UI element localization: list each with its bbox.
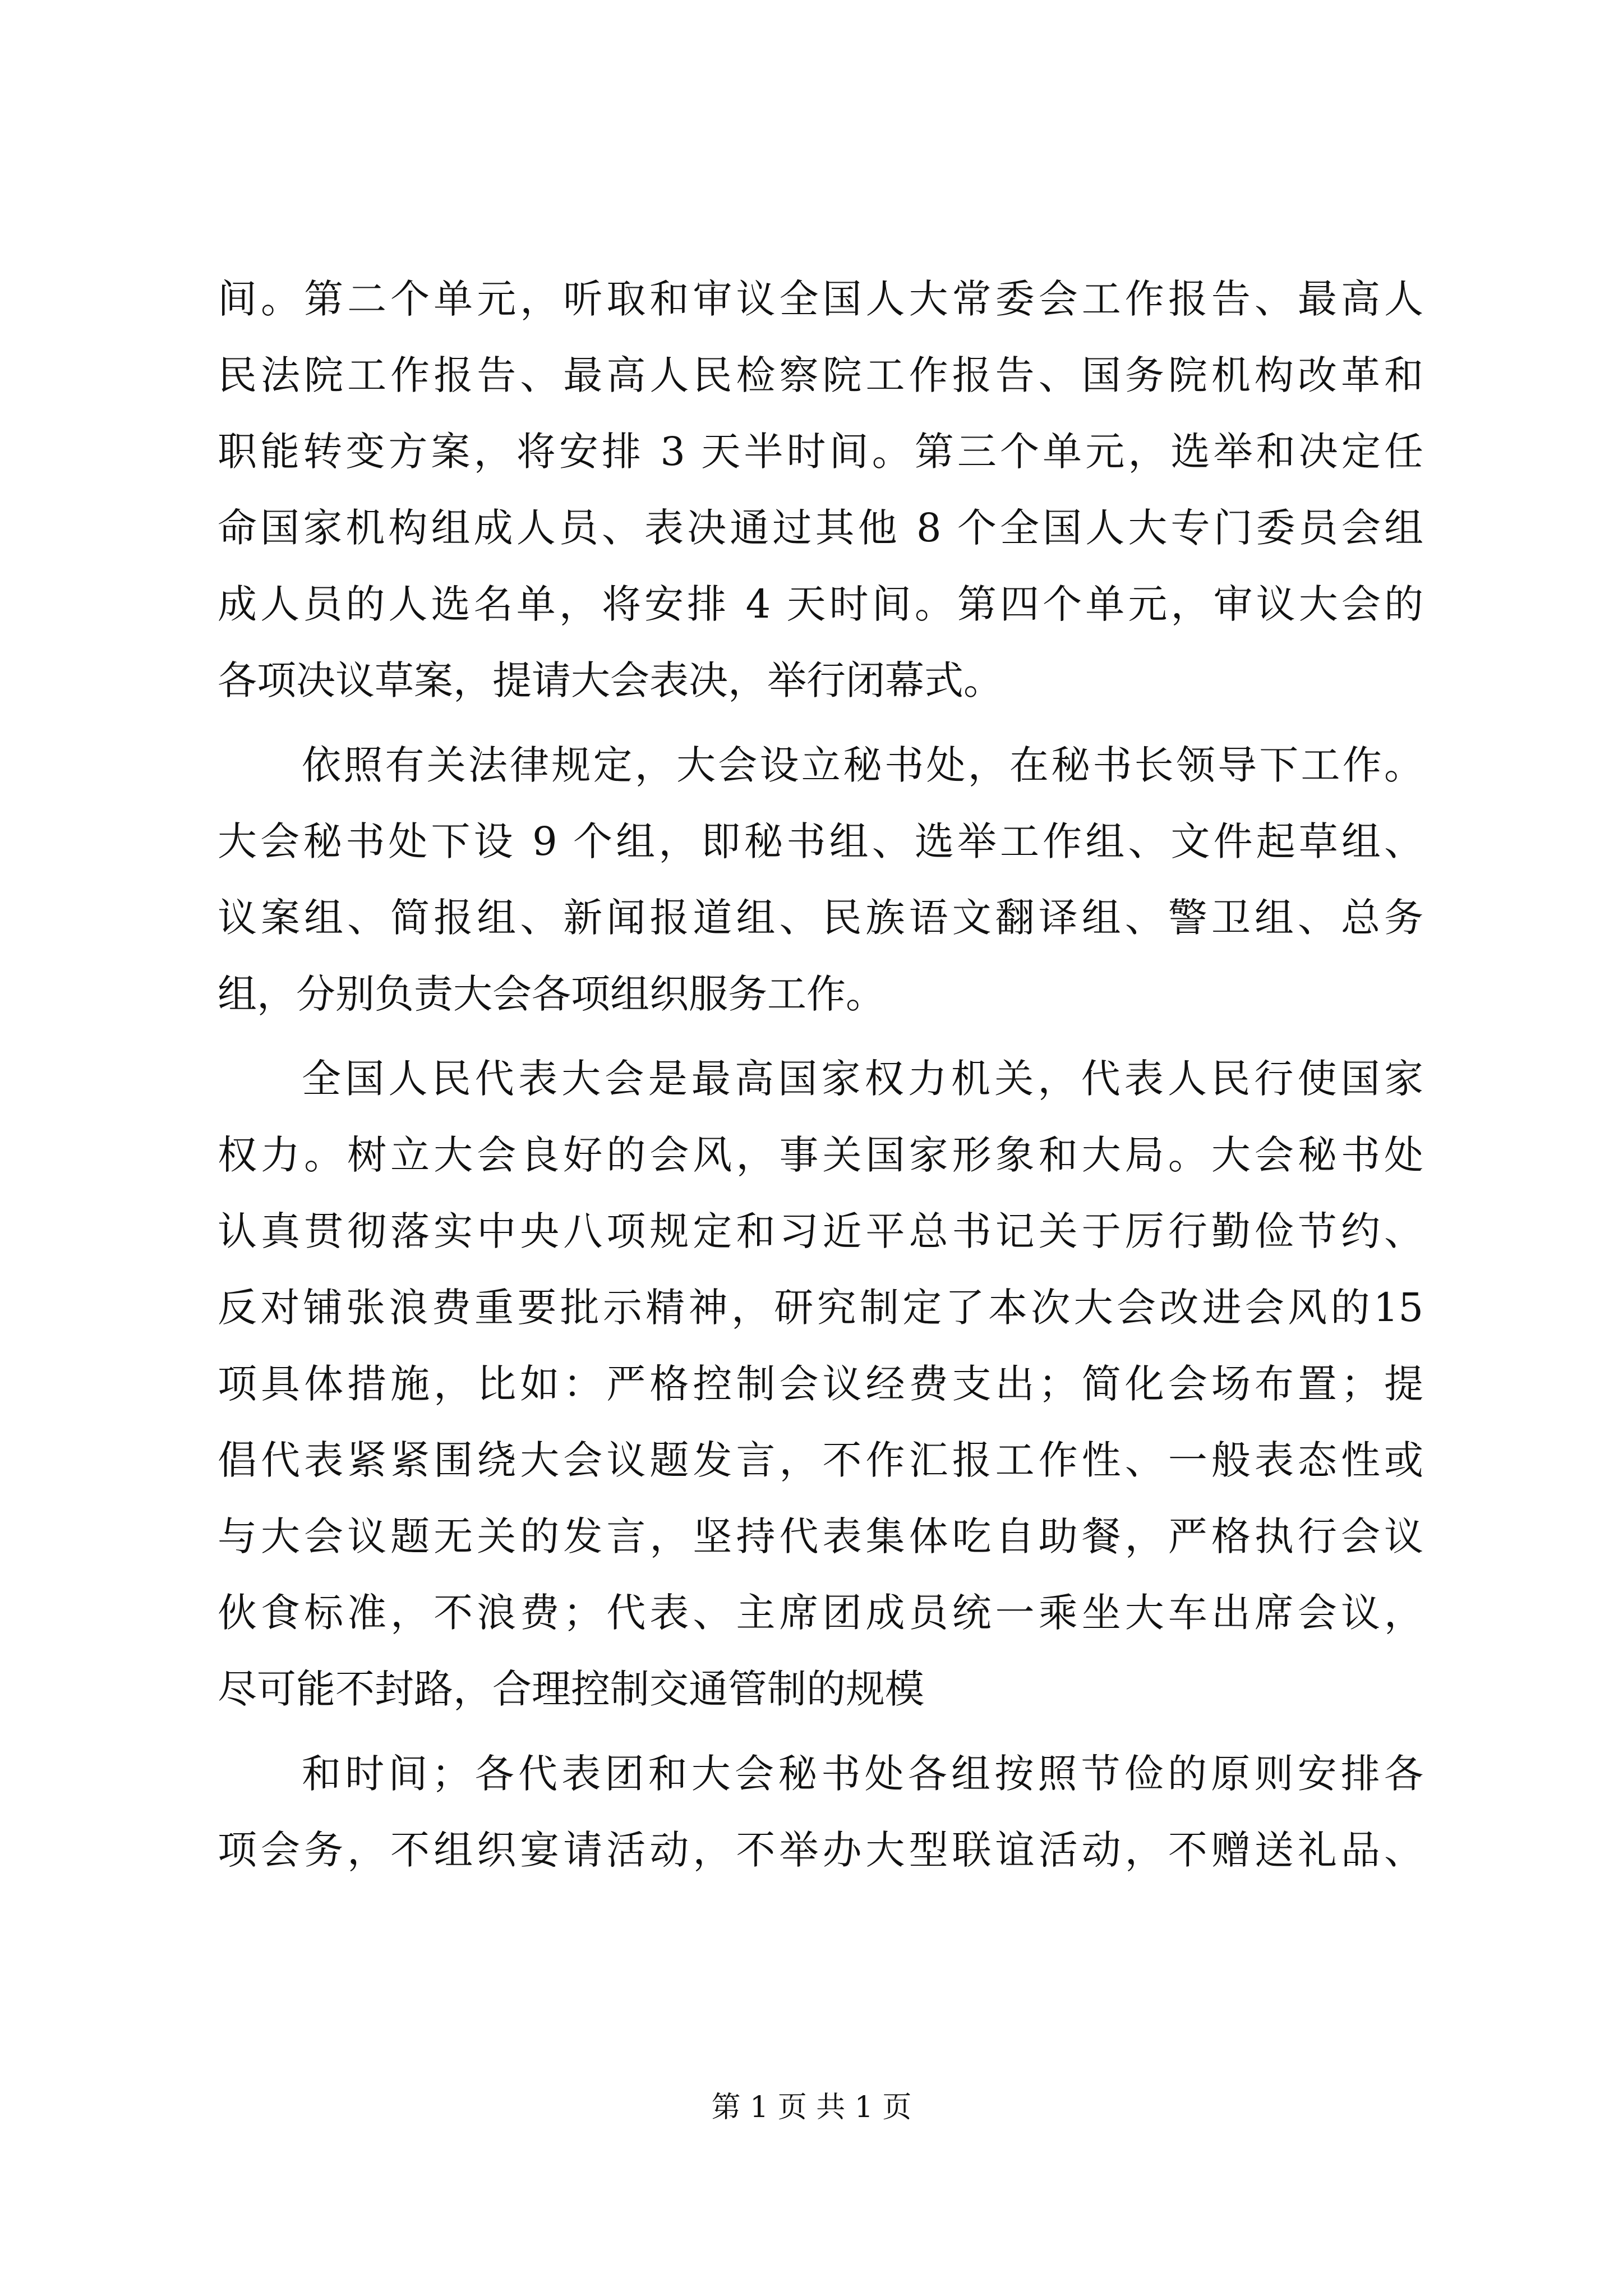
text-line: 议案组、简报组、新闻报道组、民族语文翻译组、警卫组、总务 bbox=[218, 895, 1423, 941]
page-number-footer: 第 1 页 共 1 页 bbox=[711, 2091, 912, 2124]
text-line: 权力。树立大会良好的会风，事关国家形象和大局。大会秘书处 bbox=[218, 1132, 1423, 1178]
text-line: 尽可能不封路，合理控制交通管制的规模 bbox=[218, 1666, 924, 1712]
text-line: 与大会议题无关的发言，坚持代表集体吃自助餐，严格执行会议 bbox=[218, 1513, 1423, 1559]
text-line: 伙食标准，不浪费；代表、主席团成员统一乘坐大车出席会议， bbox=[218, 1590, 1423, 1636]
text-line: 命国家机构组成人员、表决通过其他 8 个全国人大专门委员会组 bbox=[218, 505, 1423, 551]
text-line: 职能转变方案，将安排 3 天半时间。第三个单元，选举和决定任 bbox=[218, 429, 1423, 475]
text-line: 大会秘书处下设 9 个组，即秘书组、选举工作组、文件起草组、 bbox=[218, 818, 1423, 864]
text-line: 民法院工作报告、最高人民检察院工作报告、国务院机构改革和 bbox=[218, 352, 1423, 398]
text-line: 倡代表紧紧围绕大会议题发言，不作汇报工作性、一般表态性或 bbox=[218, 1437, 1423, 1483]
text-line: 各项决议草案，提请大会表决，举行闭幕式。 bbox=[218, 657, 1003, 703]
text-line: 项会务，不组织宴请活动，不举办大型联谊活动，不赠送礼品、 bbox=[218, 1827, 1423, 1873]
text-line: 成人员的人选名单，将安排 4 天时间。第四个单元，审议大会的 bbox=[218, 581, 1423, 627]
paragraph-first-line: 全国人民代表大会是最高国家权力机关，代表人民行使国家 bbox=[302, 1056, 1423, 1102]
text-line: 认真贯彻落实中央八项规定和习近平总书记关于厉行勤俭节约、 bbox=[218, 1208, 1423, 1254]
text-line: 组，分别负责大会各项组织服务工作。 bbox=[218, 971, 885, 1017]
text-line: 项具体措施，比如：严格控制会议经费支出；简化会场布置；提 bbox=[218, 1361, 1423, 1407]
paragraph-first-line: 和时间；各代表团和大会秘书处各组按照节俭的原则安排各 bbox=[302, 1751, 1423, 1797]
text-line: 间。第二个单元，听取和审议全国人大常委会工作报告、最高人 bbox=[218, 276, 1423, 322]
text-line: 反对铺张浪费重要批示精神，研究制定了本次大会改进会风的15 bbox=[218, 1285, 1423, 1331]
paragraph-first-line: 依照有关法律规定，大会设立秘书处，在秘书长领导下工作。 bbox=[302, 742, 1423, 788]
